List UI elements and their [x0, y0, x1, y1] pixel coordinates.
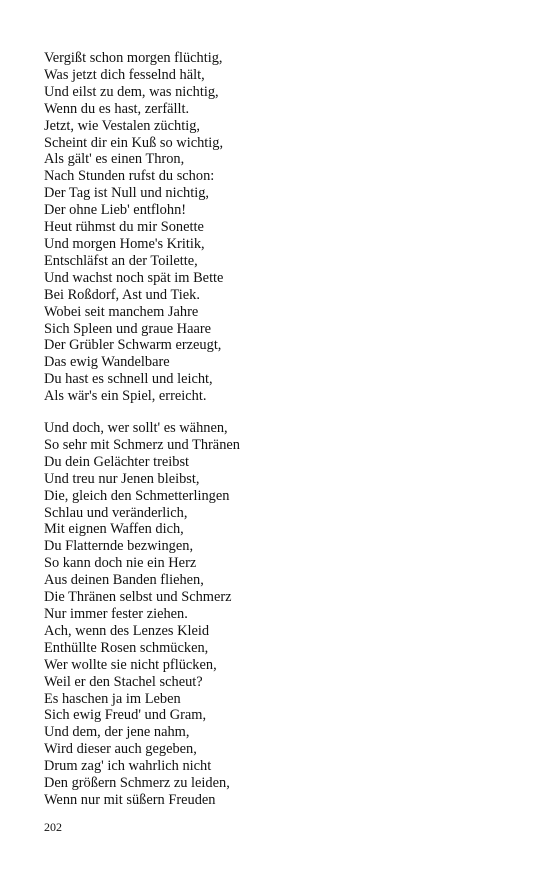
poem-line: Weil er den Stachel scheut? — [44, 673, 203, 690]
poem-line: Ach, wenn des Lenzes Kleid — [44, 622, 210, 639]
poem-line: Wobei seit manchem Jahre — [44, 303, 199, 320]
poem-line: Der Grübler Schwarm erzeugt, — [44, 337, 222, 354]
poem-line: Heut rühmst du mir Sonette — [44, 219, 204, 236]
poem-line: So kann doch nie ein Herz — [44, 555, 197, 572]
poem-line: Der Tag ist Null und nichtig, — [44, 185, 209, 202]
poem-line: Wird dieser auch gegeben, — [44, 741, 197, 758]
poem-line: Und eilst zu dem, was nichtig, — [44, 83, 219, 100]
poem-line: So sehr mit Schmerz und Thränen — [44, 436, 240, 453]
poem-line: Wer wollte sie nicht pflücken, — [44, 656, 217, 673]
poem-line: Und wachst noch spät im Bette — [44, 269, 224, 286]
poem-line: Das ewig Wandelbare — [44, 354, 170, 371]
poem-line: Als wär's ein Spiel, erreicht. — [44, 388, 207, 405]
poem-line: Den größern Schmerz zu leiden, — [44, 775, 230, 792]
poem-line: Und morgen Home's Kritik, — [44, 235, 205, 252]
poem-line: Du hast es schnell und leicht, — [44, 371, 213, 388]
poem-line: Du dein Gelächter treibst — [44, 453, 190, 470]
poem-line: Als gält' es einen Thron, — [44, 151, 185, 168]
poem-line: Und doch, wer sollt' es wähnen, — [44, 420, 228, 436]
poem-line: Bei Roßdorf, Ast und Tiek. — [44, 286, 200, 303]
poem-line: Wenn du es hast, zerfällt. — [44, 100, 190, 117]
poem-line: Mit eignen Waffen dich, — [44, 521, 184, 538]
poem-line: Drum zag' ich wahrlich nicht — [44, 758, 212, 775]
poem-line: Und dem, der jene nahm, — [44, 724, 190, 741]
poem-line: Entschläfst an der Toilette, — [44, 252, 198, 269]
stanza-1 — [44, 50, 504, 405]
poem-line: Wenn nur mit süßern Freuden — [44, 791, 216, 808]
poem-line: Und treu nur Jenen bleibst, — [44, 470, 200, 487]
poem-line: Du Flatternde bezwingen, — [44, 538, 194, 555]
poem-line: Schlau und veränderlich, — [44, 504, 188, 521]
poem-line: Nur immer fester ziehen. — [44, 605, 188, 622]
poem-line: Aus deinen Banden fliehen, — [44, 572, 204, 589]
poem-line: Sich Spleen und graue Haare — [44, 320, 212, 337]
poem-line: Sich ewig Freud' und Gram, — [44, 707, 207, 724]
poem-line: Der ohne Lieb' entflohn! — [44, 202, 187, 219]
stanza-2 — [44, 420, 504, 809]
poem-line: Es haschen ja im Leben — [44, 690, 181, 707]
page-number: 202 — [44, 820, 62, 834]
poem-line: Scheint dir ein Kuß so wichtig, — [44, 134, 224, 151]
poem-line: Vergißt schon morgen flüchtig, — [44, 50, 223, 66]
poem-line: Enthüllte Rosen schmücken, — [44, 639, 209, 656]
poem-line: Die, gleich den Schmetterlingen — [44, 487, 230, 504]
poem-line: Nach Stunden rufst du schon: — [44, 168, 215, 185]
poem-line: Was jetzt dich fesselnd hält, — [44, 66, 205, 83]
poem-line: Jetzt, wie Vestalen züchtig, — [44, 117, 200, 134]
poem-line: Die Thränen selbst und Schmerz — [44, 589, 232, 606]
